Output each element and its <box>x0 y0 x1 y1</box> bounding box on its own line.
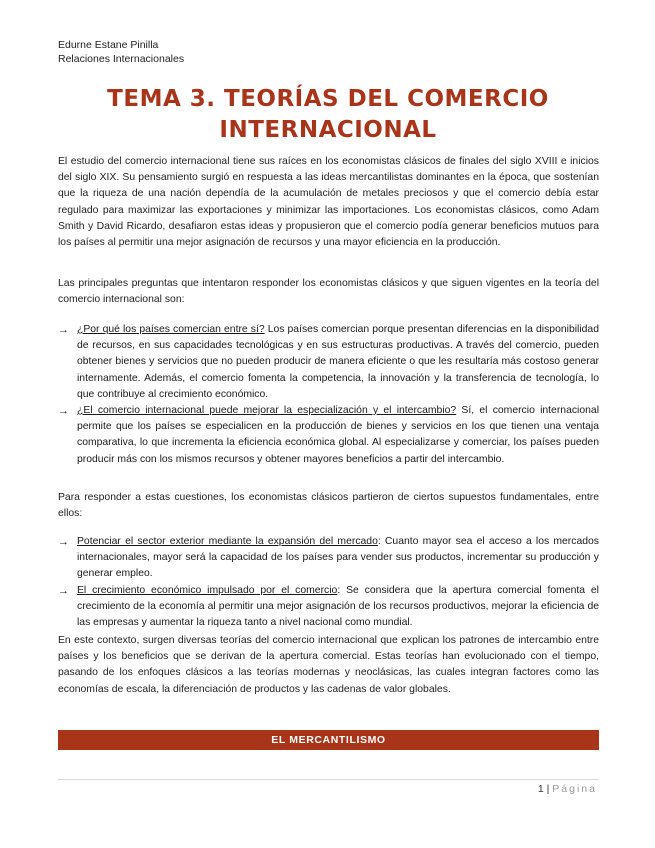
list-item-text: : Se considera que la apertura comercial fomenta el crecimiento de la economía al permitir una mejor asignación de los recursos productivos, mejorar la eficiencia de las empresas y aumentar la riqueza tanto a nivel nacional como mundial. <box>77 584 599 629</box>
section-banner: EL MERCANTILISMO <box>58 730 599 750</box>
list-item-heading: ¿El comercio internacional puede mejorar la especialización y el intercambio? <box>77 405 457 417</box>
document-header <box>58 38 184 66</box>
list-item-heading: Potenciar el sector exterior mediante la expansión del mercado <box>77 536 378 547</box>
arrow-bullet-icon: → <box>58 584 69 597</box>
assumptions-list <box>58 534 599 631</box>
list-item-text: Los países comercian porque presentan diferencias en la disponibilidad de recursos, en sus capacidades tecnológicas y en sus estructuras productivas. A través del comercio, pueden obtener bienes y servicios que no pueden producir de manera eficiente o que les resultaría más costoso generar internamente. Además, el comercio fomenta la competencia, la innovación y la transferencia de tecnología, lo que contribuye al crecimiento económico. <box>77 324 599 400</box>
intro-paragraph: El estudio del comercio internacional tiene sus raíces en los economistas clásicos de finales del siglo XVIII e inicios del siglo XIX. Su pensamiento surgió en respuesta a las ideas mercantilistas dominantes en la época, que sostenían que la riqueza de una nación dependía de la acumulación de metales preciosos y que el comercio debía estar regulado para maximizar las exportaciones y minimizar las importaciones. Los economistas clásicos, como Adam Smith y David Ricardo, desafiaron estas ideas y propusieron que el comercio podía generar beneficios mutuos para los países al permitir una mejor asignación de recursos y una mayor eficiencia en la producción. <box>58 156 599 249</box>
list-item <box>58 534 599 583</box>
page-footer <box>538 783 597 795</box>
assumptions-intro-paragraph: Para responder a estas cuestiones, los economistas clásicos partieron de ciertos supuestos fundamentales, entre ellos: <box>58 492 599 520</box>
page-title <box>58 84 598 146</box>
questions-intro-paragraph: Las principales preguntas que intentaron responder los economistas clásicos y que siguen vigentes en la teoría del comercio internacional son: <box>58 278 599 306</box>
context-paragraph: En este contexto, surgen diversas teorías del comercio internacional que explican los patrones de intercambio entre países y los beneficios que se derivan de la apertura comercial. Estas teorías han evolucionado con el tiempo, pasando de los enfoques clásicos a las teorías modernas y neoclásicas, las cuales integran factores como las economías de escala, la diferenciación de productos y las cadenas de valor globales. <box>58 635 599 695</box>
title-line-2: INTERNACIONAL <box>219 117 437 143</box>
title-line-1: TEMA 3. TEORÍAS DEL COMERCIO <box>107 86 549 112</box>
author-name: Edurne Estane Pinilla <box>58 39 159 51</box>
arrow-bullet-icon: → <box>58 536 69 548</box>
page-label: Página <box>552 783 597 795</box>
list-item <box>58 403 599 468</box>
page-number: 1 <box>537 783 544 795</box>
questions-list <box>58 322 599 468</box>
arrow-bullet-icon: → <box>58 324 69 336</box>
footer-divider <box>58 779 599 780</box>
footer-separator: | <box>543 783 553 795</box>
list-item <box>58 322 599 403</box>
course-name: Relaciones Internacionales <box>58 53 185 65</box>
list-item-heading: ¿Por qué los países comercian entre sí? <box>77 324 265 335</box>
list-item-text: : Cuanto mayor sea el acceso a los mercados internacionales, mayor será la capacidad de los países para vender sus productos, incrementar su producción y generar empleo. <box>77 536 599 580</box>
list-item-text: Sí, el comercio internacional permite que los países se especialicen en la producción de bienes y servicios en los que tienen una ventaja comparativa, lo que incrementa la eficiencia económica global. Al especializarse y comerciar, los países pueden producir más con los mismos recursos y obtener mayores beneficios a partir del intercambio. <box>77 405 599 465</box>
list-item-heading: El crecimiento económico impulsado por el comercio <box>77 584 338 596</box>
list-item <box>58 583 599 632</box>
arrow-bullet-icon: → <box>58 405 69 418</box>
